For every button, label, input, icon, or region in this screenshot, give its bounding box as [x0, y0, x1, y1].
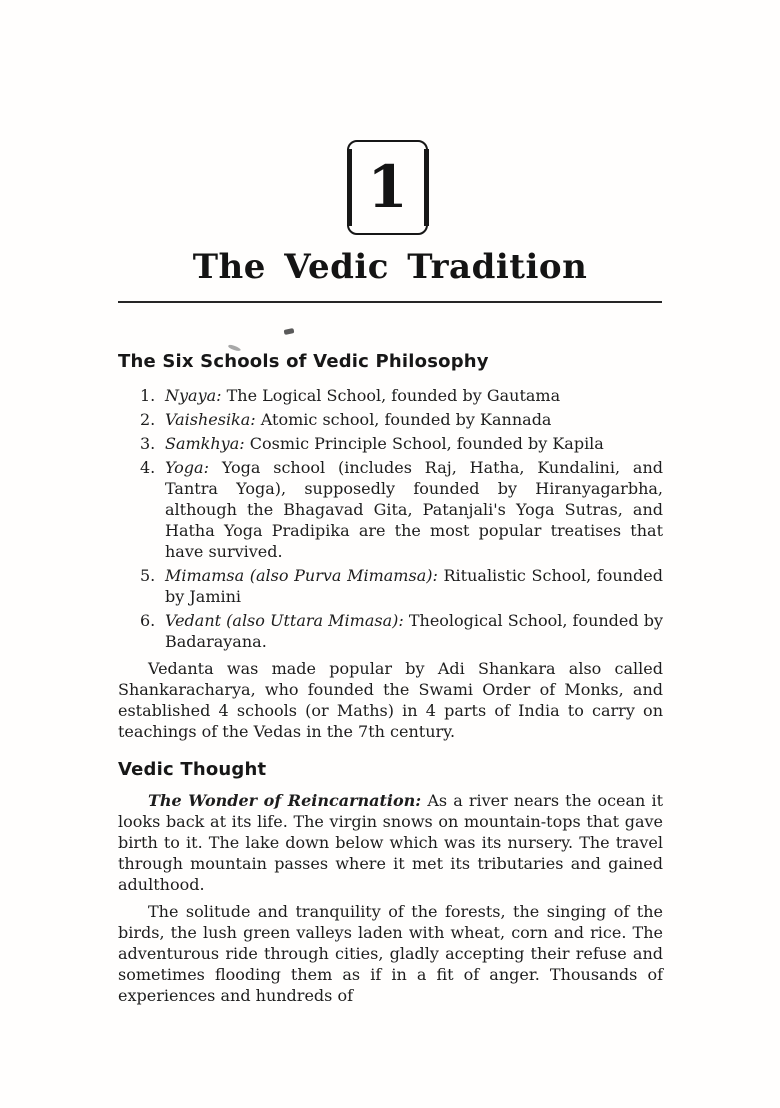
- list-item-vaishesika: [118, 409, 663, 430]
- school-description: The Logical School, founded by Gautama: [221, 386, 561, 405]
- school-description: Yoga school (includes Raj, Hatha, Kundalini, and Tantra Yoga), supposedly founded by Hiranyagarbha, although the Bhagavad Gita, Patanjali's Yoga Sutras, and Hatha Yoga Pradipika are the most popular treatises that have survived.: [165, 458, 663, 561]
- chapter-number-box: [347, 140, 428, 235]
- list-item-samkhya: [118, 433, 663, 454]
- section-heading-six-schools: The Six Schools of Vedic Philosophy: [118, 351, 489, 372]
- school-term: Vaishesika:: [165, 410, 256, 429]
- list-number: 4.: [140, 458, 156, 477]
- solitude-paragraph: The solitude and tranquility of the forests, the singing of the birds, the lush green valleys laden with wheat, corn and rice. The adventurous ride through cities, gladly accepting their refuse and sometimes flooding them as if in a fit of anger. Thousands of experiences and hundreds of: [118, 902, 663, 1005]
- list-number: 2.: [140, 410, 156, 429]
- chapter-title: The Vedic Tradition: [192, 247, 588, 287]
- list-number: 6.: [140, 611, 156, 630]
- school-description: Atomic school, founded by Kannada: [255, 410, 552, 429]
- schools-list: [118, 385, 663, 652]
- list-number: 1.: [140, 386, 156, 405]
- list-item-nyaya: [118, 385, 663, 406]
- school-description: Theological School, founded by Badarayana.: [165, 611, 664, 651]
- list-item-yoga: [118, 457, 663, 562]
- school-description: Ritualistic School, founded by Jamini: [165, 566, 663, 606]
- reincarnation-paragraph: [118, 790, 663, 895]
- school-term: Vedant (also Uttara Mimasa):: [165, 611, 404, 630]
- vedanta-paragraph: Vedanta was made popular by Adi Shankara also called Shankaracharya, who founded the Swami Order of Monks, and established 4 schools (or Maths) in 4 parts of India to carry on teachings of the Vedas in the 7th century.: [118, 659, 663, 741]
- list-item-mimamsa: [118, 565, 663, 607]
- school-term: Samkhya:: [165, 434, 245, 453]
- page-content: [118, 351, 663, 1006]
- scan-speck: [284, 328, 295, 335]
- paragraph-lead: The Wonder of Reincarnation:: [148, 791, 422, 810]
- school-term: Mimamsa (also Purva Mimamsa):: [165, 566, 438, 585]
- paragraph-body-text: As a river nears the ocean it looks back at its life. The virgin snows on mountain-tops that gave birth to it. The lake down below which was its nursery. The travel through mountain passes where it met its tributaries and gained adulthood.: [118, 791, 664, 894]
- chapter-number: 1: [367, 153, 408, 221]
- list-item-vedant: [118, 610, 663, 652]
- section-heading-vedic-thought: Vedic Thought: [118, 759, 267, 780]
- title-rule: [118, 301, 662, 303]
- list-number: 3.: [140, 434, 156, 453]
- school-description: Cosmic Principle School, founded by Kapila: [244, 434, 604, 453]
- school-term: Yoga:: [165, 458, 209, 477]
- school-term: Nyaya:: [165, 386, 222, 405]
- list-number: 5.: [140, 566, 156, 585]
